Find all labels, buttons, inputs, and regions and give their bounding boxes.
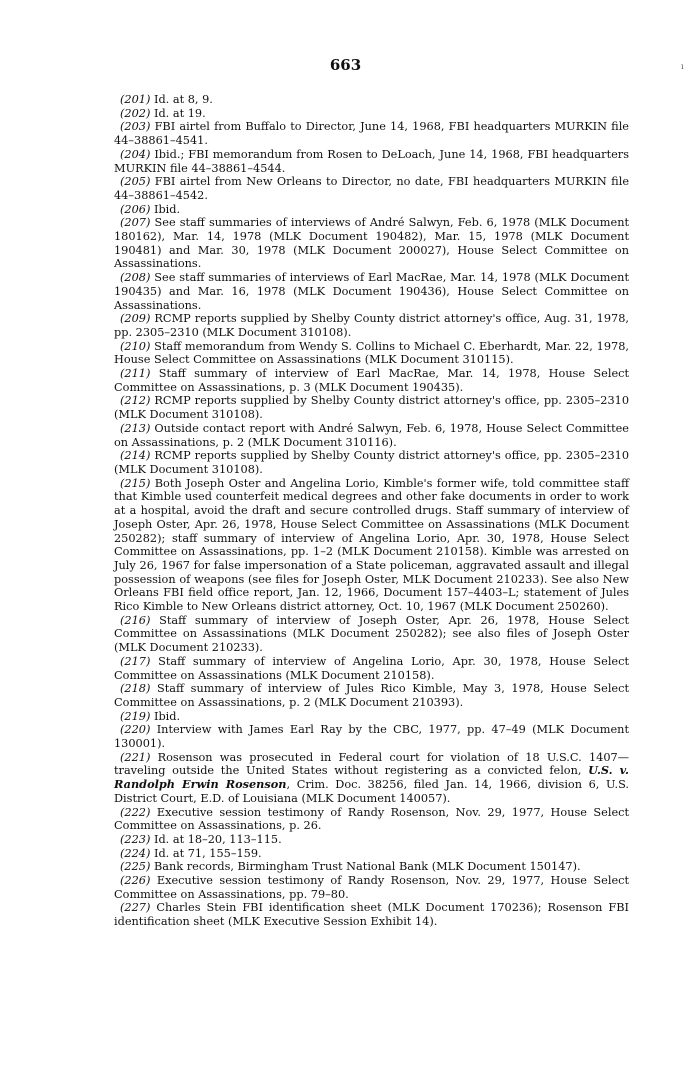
endnote-text: Id. at 71, 155–159. — [153, 846, 262, 860]
endnote-text: Id. at 18–20, 113–115. — [153, 832, 282, 846]
endnote-number: (215) — [120, 476, 151, 490]
endnote-number: (205) — [120, 175, 151, 189]
endnote-text: Outside contact report with André Salwyn, Feb. 6, 1978, House Select Committee on Assassinations, p. 2 (MLK Document 310116). — [114, 421, 629, 449]
endnote — [114, 216, 629, 271]
endnote-text: See staff summaries of interviews of Earl MacRae, Mar. 14, 1978 (MLK Document 190435) and Mar. 16, 1978 (MLK Document 190436), House Select Committee on Assassinations. — [114, 271, 629, 312]
endnote-text: See staff summaries of interviews of André Salwyn, Feb. 6, 1978 (MLK Document 180162), Mar. 14, 1978 (MLK Document 190482), Mar. 15, 1978 (MLK Document 190481) and Mar. 30, 1978 (MLK Document 200027), House Select Committee on Assassinations. — [114, 216, 630, 271]
endnote — [114, 682, 629, 709]
endnote — [114, 655, 629, 682]
endnote — [114, 120, 629, 147]
endnote-number: (211) — [120, 367, 151, 381]
endnote — [114, 723, 629, 750]
endnote-text: Id. at 19. — [153, 106, 206, 120]
endnote-number: (219) — [120, 709, 151, 723]
endnote-number: (217) — [120, 654, 151, 668]
endnote — [114, 874, 629, 901]
endnote-number: (209) — [120, 312, 151, 326]
endnote-text: Bank records, Birmingham Trust National Bank (MLK Document 150147). — [153, 860, 581, 874]
endnote — [114, 477, 629, 614]
margin-mark: ı — [681, 62, 684, 71]
endnote-text: Staff summary of interview of Joseph Oster, Apr. 26, 1978, House Select Committee on Assassinations (MLK Document 250282); see also files of Joseph Oster (MLK Document 210233). — [114, 613, 630, 655]
endnote-text: Id. at 8, 9. — [153, 93, 213, 106]
endnote — [114, 367, 629, 394]
endnote-number: (227) — [120, 901, 151, 915]
endnote-text: Both Joseph Oster and Angelina Lorio, Kimble's former wife, told committee staff that Kimble used counterfeit medical degrees and other fake documents in order to work at a hospital, avoid the draft and secure controlled drugs. Staff summary of interview of Joseph Oster, Apr. 26, 1978, House Select Committee on Assassinations (MLK Document 250282); staff summary of interview of Angelina Lorio, Apr. 30, 1978, House Select Committee on Assassinations, pp. 1–2 (MLK Document 210158). Kimble was arrested on July 26, 1967 for false impersonation of a State policeman, aggravated assault and illegal possession of weapons (see files for Joseph Oster, MLK Document 210233). See also New Orleans FBI field office report, Jan. 12, 1966, Document 157–4403–L; statement of Jules Rico Kimble to New Orleans district attorney, Oct. 10, 1967 (MLK Document 250260). — [114, 476, 629, 614]
endnote — [114, 614, 629, 655]
endnote — [114, 148, 629, 175]
page-number: 663 — [329, 56, 362, 74]
endnote — [114, 847, 629, 861]
endnote-number: (214) — [120, 449, 151, 463]
endnote-number: (201) — [120, 93, 151, 106]
endnote — [114, 93, 629, 107]
endnote-text: Staff summary of interview of Angelina Lorio, Apr. 30, 1978, House Select Committee on Assassinations (MLK Document 210158). — [114, 654, 629, 682]
endnote-number: (213) — [120, 421, 151, 435]
endnote-text: Ibid.; FBI memorandum from Rosen to DeLoach, June 14, 1968, FBI headquarters MURKIN file 44–38861–4544. — [114, 147, 629, 175]
endnote-text: FBI airtel from New Orleans to Director, no date, FBI headquarters MURKIN file 44–38861–4542. — [114, 175, 629, 202]
endnote-text: Ibid. — [153, 202, 181, 216]
endnote-number: (226) — [120, 874, 151, 888]
endnote-number: (216) — [120, 613, 151, 627]
endnote — [114, 806, 629, 833]
endnote-text: Executive session testimony of Randy Rosenson, Nov. 29, 1977, House Select Committee on Assassinations, p. 26. — [114, 805, 630, 833]
endnote-number: (207) — [120, 216, 151, 230]
endnote-text: Interview with James Earl Ray by the CBC, 1977, pp. 47–49 (MLK Document 130001). — [114, 723, 629, 751]
endnote — [114, 901, 629, 928]
endnote — [114, 312, 629, 339]
endnote — [114, 860, 629, 874]
endnote-text: Staff summary of interview of Earl MacRae, Mar. 14, 1978, House Select Committee on Assassinations, p. 3 (MLK Document 190435). — [114, 367, 629, 394]
endnote-text: Ibid. — [153, 709, 181, 723]
endnote — [114, 833, 629, 847]
endnote-number: (220) — [120, 723, 151, 737]
endnote — [114, 751, 629, 806]
endnotes-list — [114, 93, 629, 929]
endnote — [114, 422, 629, 449]
endnote — [114, 107, 629, 121]
endnote-text: RCMP reports supplied by Shelby County district attorney's office, Aug. 31, 1978, pp. 2305–2310 (MLK Document 310108). — [114, 312, 629, 339]
endnote-text: Staff memorandum from Wendy S. Collins to Michael C. Eberhardt, Mar. 22, 1978, House Select Committee on Assassinations (MLK Document 310115). — [114, 339, 629, 367]
endnote-number: (221) — [120, 750, 151, 764]
endnote-text: Staff summary of interview of Jules Rico Kimble, May 3, 1978, House Select Committee on Assassinations, p. 2 (MLK Document 210393). — [114, 682, 629, 709]
endnote-text: RCMP reports supplied by Shelby County district attorney's office, pp. 2305–2310 (MLK Document 310108). — [114, 394, 630, 422]
endnote-number: (212) — [120, 394, 151, 408]
endnote-number: (223) — [120, 832, 151, 846]
endnote-text: Charles Stein FBI identification sheet (MLK Document 170236); Rosenson FBI identification sheet (MLK Executive Session Exhibit 14). — [114, 901, 629, 929]
endnote — [114, 340, 629, 367]
endnote-number: (218) — [120, 682, 151, 696]
endnote-number: (202) — [120, 106, 151, 120]
endnote-text: Executive session testimony of Randy Rosenson, Nov. 29, 1977, House Select Committee on Assassinations, pp. 79–80. — [114, 874, 630, 901]
endnote — [114, 203, 629, 217]
endnote-number: (206) — [120, 202, 151, 216]
endnote-number: (208) — [120, 271, 151, 285]
endnote-number: (222) — [120, 805, 151, 819]
endnote — [114, 449, 629, 476]
endnote-number: (225) — [120, 860, 151, 874]
endnote — [114, 710, 629, 724]
endnote-number: (210) — [120, 339, 151, 353]
endnote — [114, 394, 629, 421]
endnote-text: , Crim. Doc. 38256, filed Jan. 14, 1966, division 6, U.S. District Court, E.D. of Louisiana (MLK Document 140057). — [114, 778, 629, 805]
case-name: U.S. v. Randolph Erwin Rosenson — [114, 763, 629, 792]
endnote — [114, 175, 629, 202]
endnote-text: FBI airtel from Buffalo to Director, June 14, 1968, FBI headquarters MURKIN file 44–38861–4541. — [114, 120, 629, 148]
endnote-number: (204) — [120, 147, 151, 161]
endnote-number: (224) — [120, 846, 151, 860]
endnote-text: RCMP reports supplied by Shelby County district attorney's office, pp. 2305–2310 (MLK Document 310108). — [114, 449, 630, 476]
endnote-number: (203) — [120, 120, 151, 134]
endnote-text: Rosenson was prosecuted in Federal court for violation of 18 U.S.C. 1407—traveling outside the United States without registering as a convicted felon, — [114, 750, 630, 778]
endnote — [114, 271, 629, 312]
